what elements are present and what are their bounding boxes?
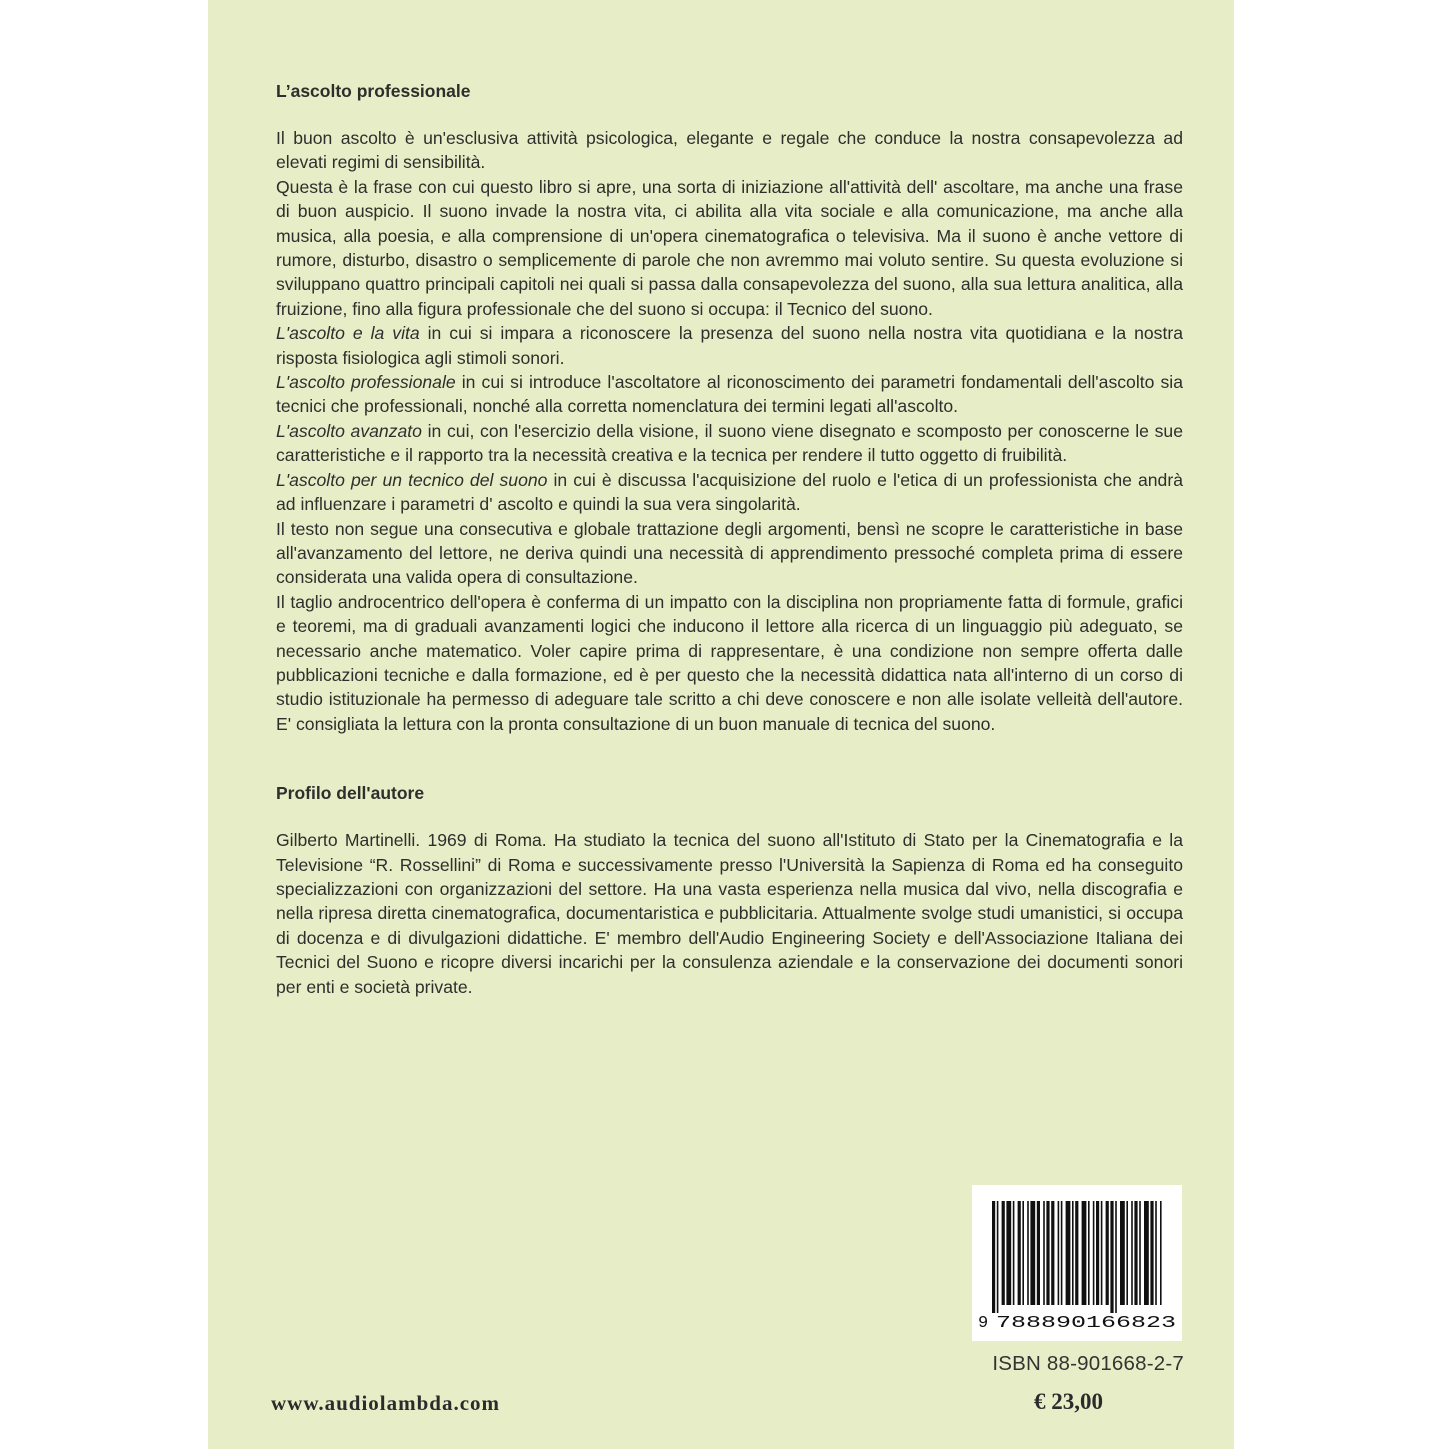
barcode-bar (1075, 1201, 1078, 1305)
barcode-digits: 788890166823 (996, 1314, 1176, 1333)
barcode-bar (1037, 1201, 1040, 1305)
barcode-graphic (972, 1185, 1182, 1341)
barcode-bar (1115, 1201, 1117, 1313)
barcode-bar (1106, 1201, 1109, 1305)
website-url: www.audiolambda.com (271, 1391, 501, 1415)
method-paragraph: Il testo non segue una consecutiva e globale trattazione degli argomenti, bensì ne scopre le caratteristiche in base all'avanzamento del lettore, ne deriva quindi una necessità di apprendimento pressoché completa prima di essere considerata una valida opera di consultazione. (276, 518, 1183, 588)
chapter-4-description (276, 468, 1183, 517)
barcode-bar (1150, 1201, 1153, 1305)
chapter-2-description (276, 370, 1183, 419)
cover-text (276, 78, 1183, 999)
section-title-profilo: Profilo dell'autore (276, 783, 425, 804)
chapter-3-description (276, 419, 1183, 468)
barcode-bar (1058, 1201, 1060, 1305)
barcode-bar (992, 1201, 995, 1313)
barcode-bar (1134, 1201, 1137, 1305)
chapter-3-title: L'ascolto avanzato (276, 420, 422, 441)
barcode-bar (1013, 1201, 1015, 1305)
barcode-bar (1061, 1201, 1063, 1305)
barcode-bar (1131, 1201, 1133, 1305)
barcode-bar (1002, 1201, 1005, 1305)
barcode-bar (1088, 1201, 1090, 1305)
chapter-2-text: in cui si introduce l'ascoltatore al riconoscimento dei parametri fondamentali dell'ascolto sia tecnici che professionali, nonché alla corretta nomenclatura dei termini legati all'ascolto. (276, 372, 1184, 417)
description-paragraph: Questa è la frase con cui questo libro si apre, una sorta di iniziazione all'attività dell' ascoltare, ma anche una frase di buon auspicio. Il suono invade la nostra vita, ci abilita alla vita sociale e alla comunicazione, ma anche alla musica, alla poesia, e alla comprensione di un'opera cinematografica o televisiva. Ma il suono è anche vettore di rumore, disturbo, disastro o semplicemente di parole che non avremmo mai voluto sentire. Su questa evoluzione si sviluppano quattro principali capitoli nei quali si passa dalla consapevolezza del suono, alla sua lettura analitica, alla fruizione, fino alla figura professionale che del suono si occupa: il Tecnico del suono. (276, 176, 1183, 319)
chapter-1-title: L'ascolto e la vita (276, 323, 420, 344)
chapter-2-title: L'ascolto professionale (276, 372, 456, 393)
section-title-ascolto: L’ascolto professionale (276, 81, 471, 101)
barcode-bar (1043, 1201, 1045, 1305)
barcode-bar (1126, 1201, 1128, 1305)
barcode-bar (1155, 1201, 1157, 1305)
author-profile-text: Gilberto Martinelli. 1969 di Roma. Ha studiato la tecnica del suono all'Istituto di Stato per la Cinematografia e la Televisione “R. Rossellini” di Roma e successivamente presso l'Università la Sapienza di Roma ed ha conseguito specializzazioni con organizzazioni del settore. Ha una vasta esperienza nella musica dal vivo, nella discografia e nella ripresa diretta cinematografica, documentaristica e pubblicitaria. Attualmente svolge studi umanistici, si occupa di docenza e di divulgazioni didattiche. E' membro dell'Audio Engineering Society e dell'Associazione Italiana dei Tecnici del Suono e ricopre diversi incarichi per la consulenza aziendale e la conservazione dei documenti sonori per enti e società private. (276, 830, 1183, 997)
barcode-bar (1110, 1201, 1113, 1313)
price: € 23,00 (1034, 1389, 1103, 1414)
barcode-bar (1096, 1201, 1099, 1305)
isbn-number: ISBN 88-901668-2-7 (992, 1352, 1184, 1375)
barcode-bar (1066, 1201, 1071, 1305)
barcode-bar (1072, 1201, 1074, 1305)
barcode-bar (1160, 1201, 1162, 1305)
chapter-4-text: in cui è discussa l'acquisizione del ruolo e l'etica di un professionista che andrà ad influenzare i parametri d' ascolto e quindi la sua vera singolarità. (276, 469, 1183, 515)
approach-paragraph: Il taglio androcentrico dell'opera è conferma di un impatto con la disciplina non propriamente fatta di formule, grafici e teoremi, ma di graduali avanzamenti logici che inducono il lettore alla ricerca di un linguaggio più adeguato, se necessario anche matematico. Voler capire prima di rappresentare, è una condizione non sempre offerta dalle pubblicazioni tecniche e dalla formazione, ed è per questo che la necessità didattica nata all'interno di un corso di studio istituzionale ha permesso di adeguare tale scritto a chi deve conoscere e non alle isolate velleità dell'autore. E' consigliata la lettura con la pronta consultazione di un buon manuale di tecnica del suono. (276, 591, 1183, 734)
back-cover (208, 0, 1234, 1449)
barcode-bar (1051, 1201, 1054, 1305)
barcode-first-digit: 9 (978, 1314, 989, 1333)
barcode-bar (1082, 1201, 1087, 1305)
barcode-bar (1046, 1201, 1049, 1305)
barcode-bar (1027, 1201, 1029, 1305)
intro-quote: Il buon ascolto è un'esclusiva attività psicologica, elegante e regale che conduce la nostra consapevolezza ad elevati regimi di sensibilità. (276, 128, 1183, 173)
chapter-4-title: L'ascolto per un tecnico del suono (276, 469, 548, 490)
barcode-bar (1030, 1201, 1035, 1305)
barcode-bar (1101, 1201, 1103, 1305)
barcode-bar (1018, 1201, 1021, 1305)
barcode-bar (1093, 1201, 1095, 1305)
chapter-1-text: in cui si impara a riconoscere la presenza del suono nella nostra vita quotidiana e la nostra risposta fisiologica agli stimoli sonori. (276, 323, 1183, 368)
barcode-bar (1120, 1201, 1125, 1305)
barcode-bar (1139, 1201, 1141, 1305)
chapter-1-description (276, 321, 1183, 370)
barcode-bar (1022, 1201, 1024, 1305)
barcode-bar (1006, 1201, 1011, 1305)
barcode (972, 1185, 1182, 1341)
barcode-bar (1144, 1201, 1149, 1305)
barcode-bar (997, 1201, 999, 1313)
chapter-3-text: in cui, con l'esercizio della visione, il suono viene disegnato e scomposto per conoscerne le sue caratteristiche e il rapporto tra la necessità creativa e la tecnica per rendere il tutto oggetto di fruibilità. (276, 420, 1183, 466)
